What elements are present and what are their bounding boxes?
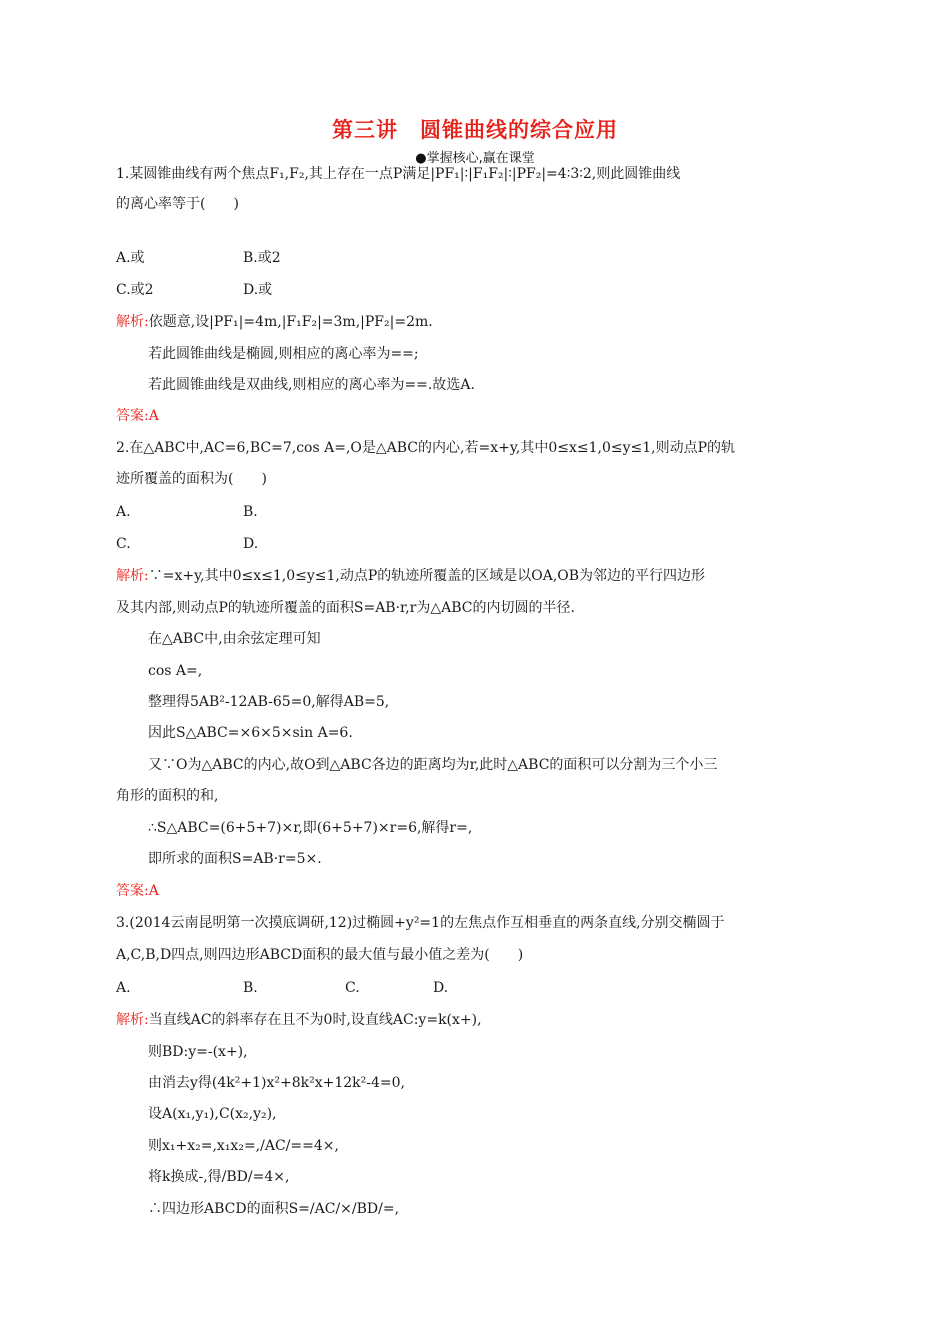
q1-solution-line1 (116, 312, 433, 332)
q2-solution-line5: 整理得5AB²-12AB-65=0,解得AB=5, (148, 694, 390, 710)
q1-answer: 答案:A (116, 408, 159, 424)
q1-option-c: C.或2 (116, 282, 154, 298)
q3-stem-line1: 3.(2014云南昆明第一次摸底调研,12)过椭圆+y²=1的左焦点作互相垂直的两条直线,分别交椭圆于 (116, 915, 725, 931)
q1-solution-line3: 若此圆锥曲线是双曲线,则相应的离心率为==.故选A. (148, 377, 475, 393)
q3-stem-line2: A,C,B,D四点,则四边形ABCD面积的最大值与最小值之差为( ) (116, 947, 524, 963)
q2-solution-line10: 即所求的面积S=AB·r=5×. (148, 851, 322, 867)
q1-solution-line2: 若此圆锥曲线是椭圆,则相应的离心率为==; (148, 346, 419, 362)
q1-option-b: B.或2 (243, 250, 281, 266)
q3-option-b: B. (243, 980, 258, 996)
q2-option-b: B. (243, 504, 258, 520)
q2-option-c: C. (116, 536, 131, 552)
q1-stem-line2: 的离心率等于( ) (116, 196, 239, 212)
q3-solution-line1 (116, 1010, 482, 1030)
q1-stem-line1: 1.某圆锥曲线有两个焦点F₁,F₂,其上存在一点P满足|PF₁|∶|F₁F₂|∶|PF₂|=4∶3∶2,则此圆锥曲线 (116, 166, 681, 182)
q3-option-c: C. (345, 980, 360, 996)
q2-solution-line3: 在△ABC中,由余弦定理可知 (148, 631, 321, 647)
q3-solution-line2: 则BD:y=-(x+), (148, 1044, 248, 1060)
q3-solution-line7: ∴四边形ABCD的面积S=/AC/×/BD/=, (148, 1201, 400, 1217)
q3-solution-text: 当直线AC的斜率存在且不为0时,设直线AC:y=k(x+), (148, 1012, 482, 1028)
q3-solution-line4: 设A(x₁,y₁),C(x₂,y₂), (148, 1106, 277, 1122)
q2-option-d: D. (243, 536, 259, 552)
q1-solution-text: 依题意,设|PF₁|=4m,|F₁F₂|=3m,|PF₂|=2m. (148, 314, 433, 330)
q1-option-d: D.或 (243, 282, 273, 298)
q2-solution-label: 解析: (116, 568, 149, 584)
q2-solution-line2: 及其内部,则动点P的轨迹所覆盖的面积S=AB·r,r为△ABC的内切圆的半径. (116, 600, 575, 616)
q1-option-a: A.或 (116, 250, 145, 266)
q2-solution-line7: 又∵O为△ABC的内心,故O到△ABC各边的距离均为r,此时△ABC的面积可以分割为三个小三 (148, 757, 718, 773)
q3-option-a: A. (116, 980, 131, 996)
q2-answer: 答案:A (116, 883, 159, 899)
q2-solution-line9: ∴S△ABC=(6+5+7)×r,即(6+5+7)×r=6,解得r=, (148, 820, 473, 836)
q2-solution-line6: 因此S△ABC=×6×5×sin A=6. (148, 725, 353, 741)
q2-option-a: A. (116, 504, 131, 520)
section-subtitle: ●掌握核心,赢在课堂 (415, 151, 535, 166)
q2-solution-line8: 角形的面积的和, (116, 788, 219, 804)
q2-solution-text: ∵=x+y,其中0≤x≤1,0≤y≤1,动点P的轨迹所覆盖的区域是以OA,OB为邻边的平行四边形 (148, 568, 706, 584)
q2-solution-line4: cos A=, (148, 663, 203, 679)
q3-option-d: D. (433, 980, 449, 996)
q1-solution-label: 解析: (116, 314, 149, 330)
q3-solution-line3: 由消去y得(4k²+1)x²+8k²x+12k²-4=0, (148, 1075, 405, 1091)
q3-solution-label: 解析: (116, 1012, 149, 1028)
q3-solution-line6: 将k换成-,得/BD/=4×, (148, 1169, 290, 1185)
q2-stem-line2: 迹所覆盖的面积为( ) (116, 471, 267, 487)
q2-stem-line1: 2.在△ABC中,AC=6,BC=7,cos A=,O是△ABC的内心,若=x+y,其中0≤x≤1,0≤y≤1,则动点P的轨 (116, 440, 735, 456)
q2-solution-line1 (116, 566, 705, 586)
q3-solution-line5: 则x₁+x₂=,x₁x₂=,/AC/==4×, (148, 1138, 339, 1154)
page-title: 第三讲 圆锥曲线的综合应用 (332, 118, 618, 142)
